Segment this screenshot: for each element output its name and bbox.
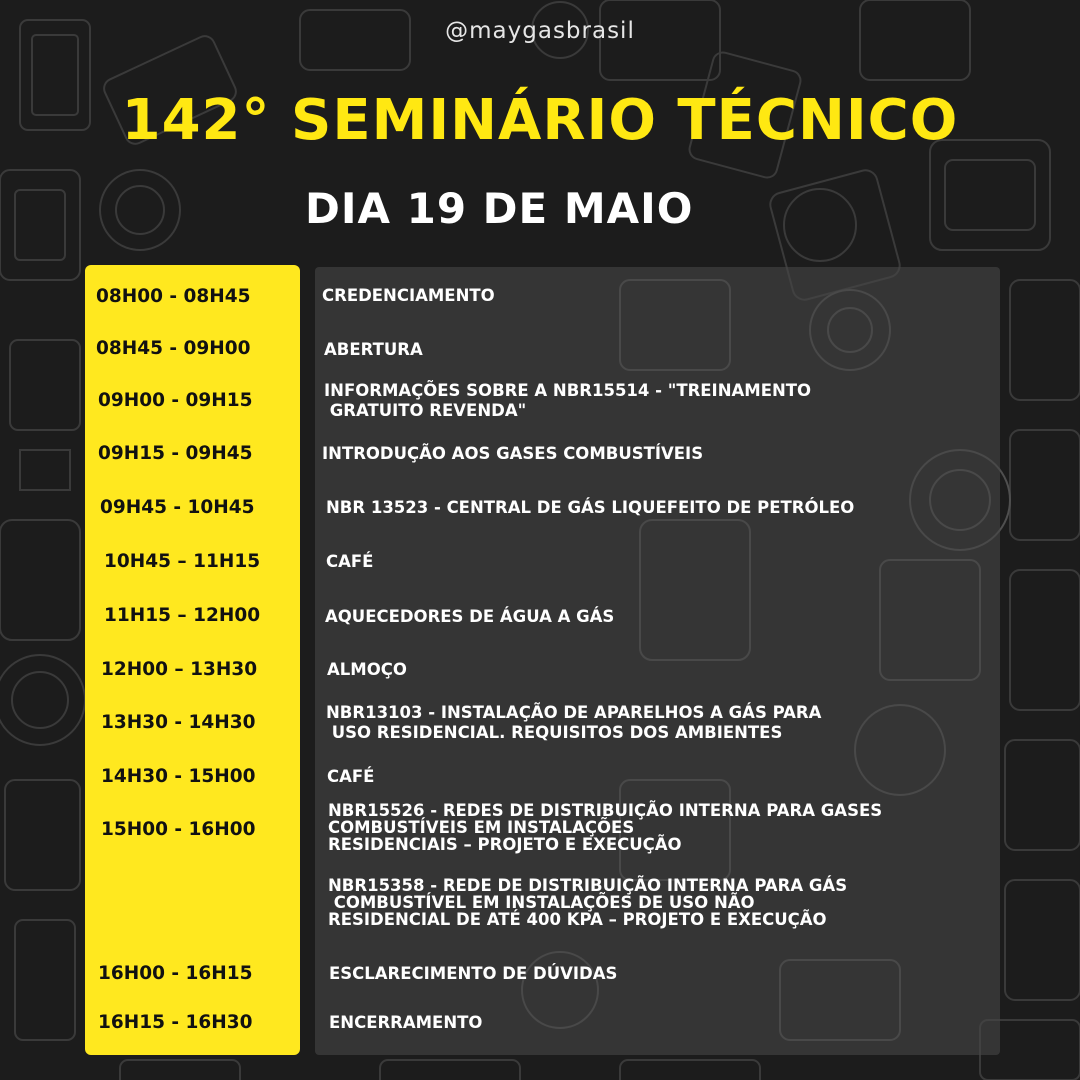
schedule-description: CAFÉ <box>327 767 375 786</box>
schedule-description: ESCLARECIMENTO DE DÚVIDAS <box>329 964 618 983</box>
schedule-description: AQUECEDORES DE ÁGUA A GÁS <box>325 607 615 626</box>
schedule-description: CREDENCIAMENTO <box>322 286 495 305</box>
schedule-time: 13H30 - 14H30 <box>101 712 256 733</box>
schedule-time: 10H45 – 11H15 <box>104 551 261 572</box>
page-title: 142° SEMINÁRIO TÉCNICO <box>121 88 959 153</box>
schedule-time: 09H45 - 10H45 <box>100 497 255 518</box>
instagram-handle: @maygasbrasil <box>445 18 635 44</box>
schedule-time: 09H15 - 09H45 <box>98 443 253 464</box>
schedule-description: ABERTURA <box>324 340 423 359</box>
schedule-time: 09H00 - 09H15 <box>98 390 253 411</box>
schedule-time: 16H00 - 16H15 <box>98 963 253 984</box>
schedule-description: NBR15358 - REDE DE DISTRIBUIÇÃO INTERNA PARA GÁS COMBUSTÍVEL EM INSTALAÇÕES DE USO NÃO RESIDENCIAL DE ATÉ 400 KPA – PROJETO E EXECUÇÃO <box>328 876 848 929</box>
schedule-time: 12H00 – 13H30 <box>101 659 258 680</box>
schedule-description: INFORMAÇÕES SOBRE A NBR15514 - "TREINAMENTO GRATUITO REVENDA" <box>324 381 812 420</box>
schedule-description: NBR15526 - REDES DE DISTRIBUIÇÃO INTERNA PARA GASES COMBUSTÍVEIS EM INSTALAÇÕES RESIDENCIAIS – PROJETO E EXECUÇÃO <box>328 801 883 854</box>
event-date: DIA 19 DE MAIO <box>305 184 694 233</box>
schedule-description: INTRODUÇÃO AOS GASES COMBUSTÍVEIS <box>322 444 704 463</box>
schedule-description: CAFÉ <box>326 552 374 571</box>
schedule-description: ENCERRAMENTO <box>329 1013 483 1032</box>
schedule-time: 08H45 - 09H00 <box>96 338 251 359</box>
schedule-time: 11H15 – 12H00 <box>104 605 261 626</box>
schedule-time: 14H30 - 15H00 <box>101 766 256 787</box>
schedule-time: 16H15 - 16H30 <box>98 1012 253 1033</box>
schedule-description: NBR13103 - INSTALAÇÃO DE APARELHOS A GÁS PARA USO RESIDENCIAL. REQUISITOS DOS AMBIENTES <box>326 703 822 742</box>
schedule-description: ALMOÇO <box>327 660 407 679</box>
schedule-time: 08H00 - 08H45 <box>96 286 251 307</box>
schedule-time: 15H00 - 16H00 <box>101 819 256 840</box>
schedule-description: NBR 13523 - CENTRAL DE GÁS LIQUEFEITO DE PETRÓLEO <box>326 498 855 517</box>
